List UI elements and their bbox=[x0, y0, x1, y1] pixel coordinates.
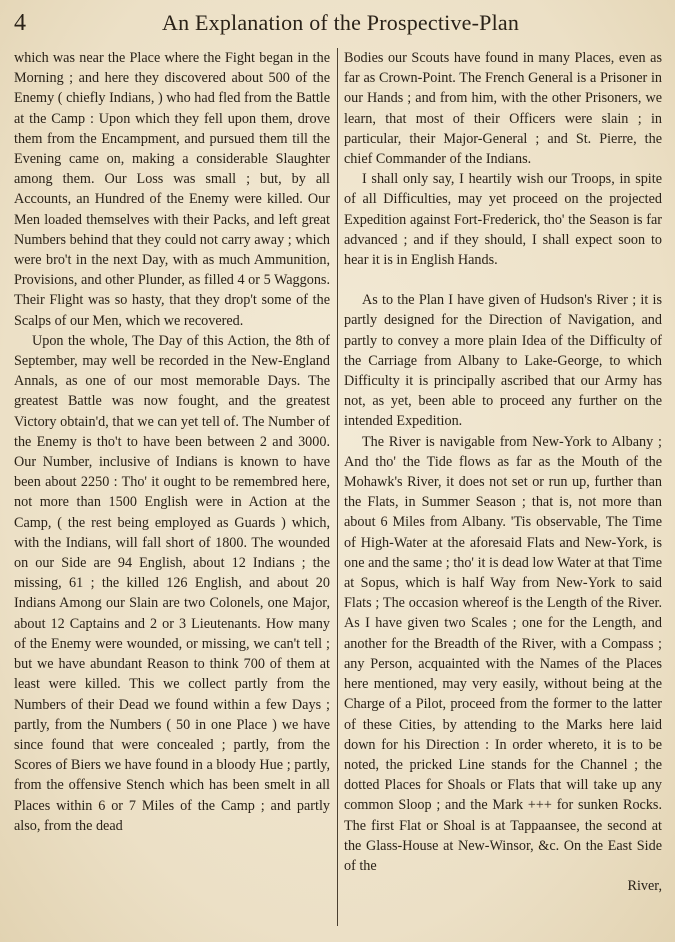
right-paragraph-3: As to the Plan I have given of Hudson's River ; it is partly designed for the Direction of Navigation, and partly to convey a more plain Idea of the Difficulty of the Carriage from Albany to Lake-George, to which Difficulty it is principally ascribed that our Army has not, as yet, been able to proceed any further on the intended Expedition. bbox=[344, 292, 662, 430]
left-paragraph-2: Upon the whole, The Day of this Action, the 8th of September, may well be recorded in the New-England Annals, as one of our most memorable Days. The greatest Battle was now fought, and the greatest Victory obtain'd, that we can yet tell of. The Number of the Enemy is tho't to have been between 2 and 3000. Our Number, inclusive of Indians is known to have been about 2250 : Tho' it ought to be remembred here, not more than 1500 English were in Action at the Camp, ( the rest being employed as Guards ) which, with the Indians, will fall short of 1800. The wounded on our Side are 94 English, about 12 Indians ; the missing, 61 ; the killed 126 English, and about 20 Indians Among our Slain are two Colonels, one Major, about 12 Captains and 2 or 3 Lieutenants. How many of the Enemy were wounded, or missing, we can't tell ; but we have abundant Reason to think 700 of them at least were killed. This we collect partly from the Numbers of their Dead we found within a few Days ; partly, from the Numbers ( 50 in one Place ) we have since found that were concealed ; partly, from the Scores of Biers we have found in a bloody Hue ; partly, from the offensive Stench which has been smelt in all Places within 6 or 7 Miles of the Camp ; and partly also, from the dead bbox=[14, 332, 330, 834]
running-head: An Explanation of the Prospective-Plan bbox=[162, 10, 520, 35]
right-column bbox=[344, 48, 662, 896]
text-columns bbox=[14, 48, 664, 928]
page-header bbox=[12, 6, 665, 40]
left-paragraph-1: which was near the Place where the Fight began in the Morning ; and here they discovered about 500 of the Enemy ( chiefly Indians, ) who had fled from the Battle at the Camp : Upon which they fell upon them, drove them from the Encampment, and pursued them till the Evening came on, making a considerable Slaughter among them. Our Loss was small ; but, by all Accounts, an Hundred of the Enemy were killed. Our Men loaded themselves with their Packs, and left great Numbers behind that they could not carry away ; which were bro't in the next Day, with as much Ammunition, Provisions, and other Plunder, as filled 4 or 5 Waggons. Their Flight was so hasty, that they drop't some of the Scalps of our Men, which we recovered. bbox=[14, 50, 330, 329]
right-paragraph-4: The River is navigable from New-York to Albany ; And tho' the Tide flows as far as the Mouth of the Mohawk's River, it does not set or run up, further than the Flats, in Summer Season ; that is, not more than about 6 Miles from Albany. 'Tis observable, The Time of High-Water at the aforesaid Flats and New-York, is one and the same ; tho' it is dead low Water at that Time at Sopus, which is half Way from New-York to said Flats ; The occasion whereof is the Length of the River. As I have given two Scales ; one for the Length, and another for the Breadth of the River, with a Compass ; any Person, acquainted with the Names of the Places here mentioned, may very easily, without being at the Charge of a Pilot, proceed from the former to the latter of these Cities, by attending to the Marks here laid down for his Direction : In order whereto, it is to be noted, the pricked Line stands for the Channel ; the dotted Places for Shoals or Flats that will take up any common Sloop ; and the Mark +++ for sunken Rocks. The first Flat or Shoal is at Tappaansee, the second at the Glass-House at New-Winsor, &c. On the East Side of the bbox=[344, 433, 662, 874]
catchword: River, bbox=[627, 878, 662, 895]
right-paragraph-1: Bodies our Scouts have found in many Places, even as far as Crown-Point. The French General is a Prisoner in our Hands ; and from him, with the other Prisoners, we learn, that most of their Officers were slain ; in particular, their Major-General ; and St. Pierre, the chief Commander of the Indians. bbox=[344, 50, 662, 168]
column-divider bbox=[337, 48, 338, 926]
left-column bbox=[14, 48, 330, 836]
right-paragraph-2: I shall only say, I heartily wish our Troops, in spite of all Difficulties, may yet proceed on the projected Expedition against Fort-Frederick, tho' the Season is far advanced ; and if they should, I shall expect soon to hear it is in English Hands. bbox=[344, 171, 662, 269]
page-number: 4 bbox=[14, 10, 26, 36]
